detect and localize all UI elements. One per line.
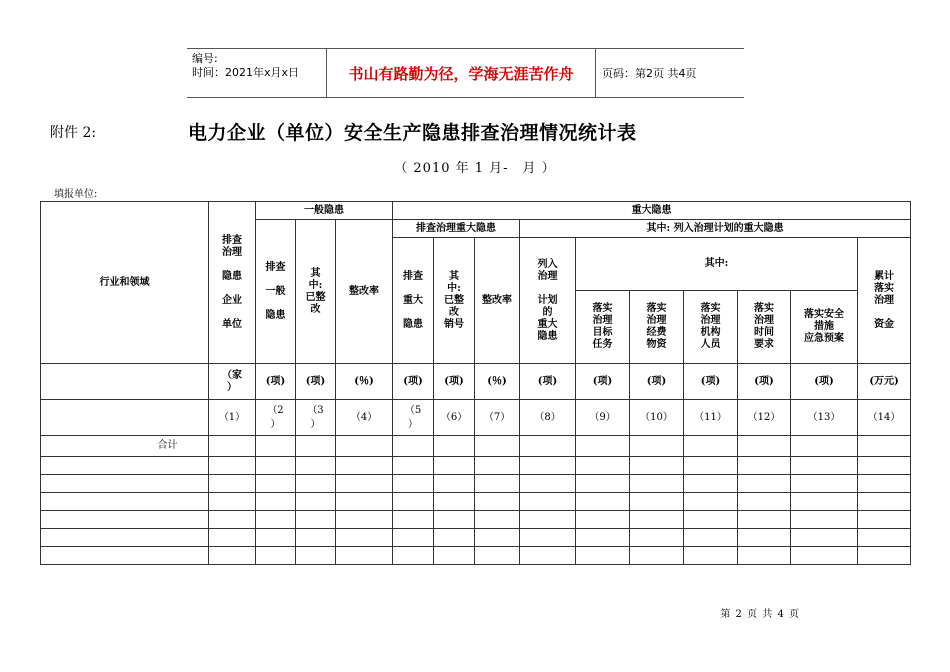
data-cell[interactable] [791,475,858,493]
header-among: 其中: [576,238,858,291]
column-number: （8） [520,400,576,436]
data-cell[interactable] [520,493,576,511]
data-cell[interactable] [630,547,684,565]
number-label: 编号: [192,52,218,65]
data-cell[interactable] [434,436,475,457]
data-cell[interactable] [684,547,738,565]
data-cell[interactable] [209,493,256,511]
data-cell[interactable] [296,493,336,511]
data-cell[interactable] [520,436,576,457]
total-label: 合计 [41,436,209,457]
page-title: 电力企业（单位）安全生产隐患排查治理情况统计表 [188,122,637,144]
header-impl-funds: 落实 治理 经费 物资 [630,291,684,364]
data-cell[interactable] [336,475,393,493]
header-units: 排查 治理 隐患 企业 单位 [209,202,256,364]
data-cell[interactable] [576,457,630,475]
data-cell[interactable] [791,547,858,565]
units-row-label [41,364,209,400]
column-number: （3 ） [296,400,336,436]
data-cell[interactable] [41,529,209,547]
data-cell[interactable] [738,436,791,457]
unit-cell: (％) [336,364,393,400]
data-cell[interactable] [296,457,336,475]
data-cell[interactable] [520,475,576,493]
data-cell[interactable] [336,493,393,511]
data-cell[interactable] [209,457,256,475]
table-row [41,511,911,529]
data-cell[interactable] [630,436,684,457]
data-cell[interactable] [684,457,738,475]
data-cell[interactable] [256,493,296,511]
data-cell[interactable] [630,529,684,547]
data-cell[interactable] [576,511,630,529]
data-cell[interactable] [630,457,684,475]
statistics-table [40,201,911,565]
unit-cell: (项) [738,364,791,400]
data-cell[interactable] [858,475,911,493]
data-cell[interactable] [41,457,209,475]
data-cell[interactable] [296,547,336,565]
data-cell[interactable] [475,436,520,457]
column-number: （5 ） [393,400,434,436]
data-cell[interactable] [256,511,296,529]
header-general-rate: 整改率 [336,220,393,364]
units-row [41,364,911,400]
unit-cell: (项) [630,364,684,400]
data-cell[interactable] [336,436,393,457]
header-general-found: 排查 一般 隐患 [256,220,296,364]
data-cell[interactable] [576,436,630,457]
unit-cell: (项) [434,364,475,400]
header-major-treat: 排查治理重大隐患 [393,220,520,238]
data-cell[interactable] [630,493,684,511]
data-cell[interactable] [576,475,630,493]
header-cum-funds: 累计 落实 治理 资金 [858,238,911,364]
column-number-row [41,400,911,436]
data-cell[interactable] [475,511,520,529]
data-cell[interactable] [393,457,434,475]
data-cell[interactable] [858,493,911,511]
unit-cell: (项) [256,364,296,400]
column-number-label [41,400,209,436]
data-cell[interactable] [434,529,475,547]
unit-cell: （家 ） [209,364,256,400]
data-cell[interactable] [684,493,738,511]
data-cell[interactable] [576,547,630,565]
header-impl-org: 落实 治理 机构 人员 [684,291,738,364]
data-cell[interactable] [256,457,296,475]
unit-cell: (项) [296,364,336,400]
data-cell[interactable] [684,529,738,547]
data-cell[interactable] [684,475,738,493]
data-cell[interactable] [256,547,296,565]
header-major: 重大隐患 [393,202,911,220]
table-row [41,547,911,565]
header-major-plan-group: 其中: 列入治理计划的重大隐患 [520,220,911,238]
data-cell[interactable] [520,529,576,547]
total-row [41,436,911,457]
time-label: 时间：2021年x月x日 [192,66,300,79]
data-cell[interactable] [336,529,393,547]
unit-cell: (项) [684,364,738,400]
data-cell[interactable] [858,457,911,475]
header-major-closed: 其 中: 已整 改 销号 [434,238,475,364]
header-motto: 书山有路勤为径，学海无涯苦作舟 [327,49,596,97]
data-cell[interactable] [393,493,434,511]
data-cell[interactable] [393,436,434,457]
data-cell[interactable] [630,475,684,493]
column-number: （7） [475,400,520,436]
data-cell[interactable] [209,511,256,529]
data-cell[interactable] [858,529,911,547]
table-row [41,457,911,475]
data-cell[interactable] [336,511,393,529]
data-cell[interactable] [434,547,475,565]
header-plan-count: 列入 治理 计划 的 重大 隐患 [520,238,576,364]
data-cell[interactable] [520,457,576,475]
data-cell[interactable] [256,436,296,457]
data-cell[interactable] [434,457,475,475]
data-cell[interactable] [41,511,209,529]
data-cell[interactable] [791,493,858,511]
column-number: （10） [630,400,684,436]
header-impl-time: 落实 治理 时间 要求 [738,291,791,364]
data-cell[interactable] [738,511,791,529]
column-number: （14） [858,400,911,436]
header-general: 一般隐患 [256,202,393,220]
table-row [41,475,911,493]
unit-cell: (项) [520,364,576,400]
data-cell[interactable] [475,547,520,565]
data-cell[interactable] [296,511,336,529]
header-impl-goal: 落实 治理 目标 任务 [576,291,630,364]
date-range: （ 2010 年 1 月- 月 ） [394,161,556,176]
header-meta [187,49,327,97]
data-cell[interactable] [520,511,576,529]
column-number: （6） [434,400,475,436]
column-number: （12） [738,400,791,436]
data-cell[interactable] [336,547,393,565]
data-cell[interactable] [858,511,911,529]
data-cell[interactable] [434,493,475,511]
filler-label: 填报单位: [54,189,98,200]
data-cell[interactable] [738,475,791,493]
data-cell[interactable] [738,493,791,511]
data-cell[interactable] [475,493,520,511]
data-cell[interactable] [41,547,209,565]
data-cell[interactable] [791,529,858,547]
data-cell[interactable] [296,475,336,493]
column-number: （2 ） [256,400,296,436]
data-cell[interactable] [41,493,209,511]
data-cell[interactable] [393,511,434,529]
data-cell[interactable] [209,529,256,547]
table-row [41,529,911,547]
unit-cell: (项) [576,364,630,400]
data-cell[interactable] [791,436,858,457]
data-cell[interactable] [738,547,791,565]
table-row [41,493,911,511]
column-number: （4） [336,400,393,436]
data-cell[interactable] [858,547,911,565]
data-cell[interactable] [475,457,520,475]
header-general-fixed: 其 中: 已整 改 [296,220,336,364]
page-footer: 第 2 页 共 4 页 [720,609,800,620]
header-major-found: 排查 重大 隐患 [393,238,434,364]
column-number: （9） [576,400,630,436]
data-cell[interactable] [475,529,520,547]
data-cell[interactable] [41,475,209,493]
data-cell[interactable] [630,511,684,529]
attachment-label: 附件 2: [50,125,97,141]
data-cell[interactable] [209,436,256,457]
header-major-rate: 整改率 [475,238,520,364]
unit-cell: (％) [475,364,520,400]
data-cell[interactable] [393,475,434,493]
document-header [187,48,744,98]
data-cell[interactable] [296,529,336,547]
data-cell[interactable] [475,475,520,493]
data-cell[interactable] [684,436,738,457]
data-cell[interactable] [520,547,576,565]
data-cell[interactable] [791,457,858,475]
data-cell[interactable] [296,436,336,457]
data-cell[interactable] [858,436,911,457]
data-cell[interactable] [434,511,475,529]
unit-cell: (项) [393,364,434,400]
header-impl-safety: 落实安全 措施 应急预案 [791,291,858,364]
data-cell[interactable] [576,529,630,547]
data-cell[interactable] [791,511,858,529]
data-cell[interactable] [209,547,256,565]
data-cell[interactable] [576,493,630,511]
data-cell[interactable] [393,547,434,565]
data-cell[interactable] [336,457,393,475]
column-number: （11） [684,400,738,436]
data-cell[interactable] [684,511,738,529]
data-cell[interactable] [393,529,434,547]
data-cell[interactable] [738,457,791,475]
data-cell[interactable] [738,529,791,547]
header-industry: 行业和领域 [41,202,209,364]
column-number: （1） [209,400,256,436]
data-cell[interactable] [256,529,296,547]
header-page-label: 页码：第2页 共4页 [602,67,697,80]
data-cell[interactable] [434,475,475,493]
unit-cell: (万元) [858,364,911,400]
data-cell[interactable] [209,475,256,493]
column-number: （13） [791,400,858,436]
data-cell[interactable] [256,475,296,493]
unit-cell: (项) [791,364,858,400]
